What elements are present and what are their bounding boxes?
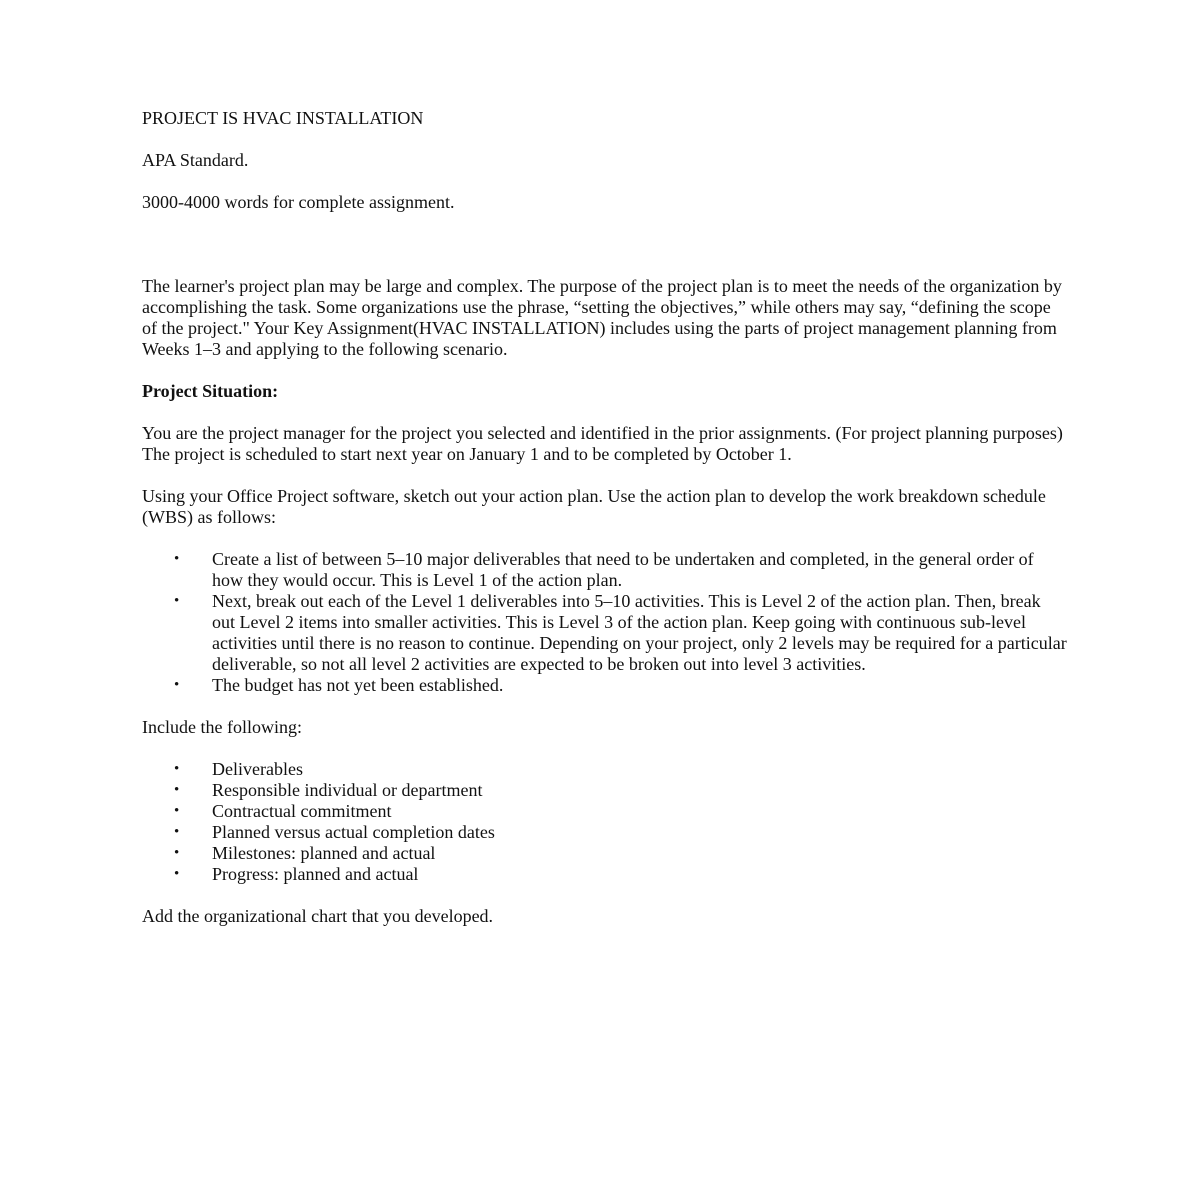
- project-title-line: PROJECT IS HVAC INSTALLATION: [142, 108, 424, 128]
- list-item: [142, 801, 1067, 822]
- closing-line: Add the organizational chart that you developed.: [142, 906, 494, 926]
- document-page: [142, 108, 1067, 948]
- bullet-icon: •: [174, 866, 180, 882]
- list-item: [142, 864, 1067, 885]
- intro-paragraph: The learner's project plan may be large and complex. The purpose of the project plan is to meet the needs of the organization by accomplishing the task. Some organizations use the phrase, “setting the objectives,” while others may say, “defining the scope of the project." Your Key Assignment(HVAC INSTALLATION) includes using the parts of project management planning from Weeks 1–3 and applying to the following scenario.: [142, 276, 1062, 359]
- list-item-text: Milestones: planned and actual: [212, 843, 436, 863]
- situation-paragraph: You are the project manager for the project you selected and identified in the prior assignments. (For project planning purposes) The project is scheduled to start next year on January 1 and to be completed by October 1.: [142, 423, 1063, 464]
- style-standard-line: APA Standard.: [142, 150, 249, 170]
- list-item: [142, 675, 1067, 696]
- bullet-icon: •: [174, 824, 180, 840]
- list-item: [142, 780, 1067, 801]
- list-item: [142, 843, 1067, 864]
- list-item-text: The budget has not yet been established.: [212, 675, 504, 695]
- include-list: [142, 759, 1067, 885]
- list-item-text: Planned versus actual completion dates: [212, 822, 495, 842]
- list-item: [142, 759, 1067, 780]
- list-item-text: Create a list of between 5–10 major deliverables that need to be undertaken and completed, in the general order of how they would occur. This is Level 1 of the action plan.: [212, 549, 1034, 590]
- list-item-text: Responsible individual or department: [212, 780, 483, 800]
- situation-heading: Project Situation:: [142, 381, 279, 401]
- list-item-text: Deliverables: [212, 759, 303, 779]
- wbs-list: [142, 549, 1067, 696]
- list-item: [142, 822, 1067, 843]
- word-count-line: 3000-4000 words for complete assignment.: [142, 192, 455, 212]
- bullet-icon: •: [174, 761, 180, 777]
- bullet-icon: •: [174, 593, 180, 609]
- bullet-icon: •: [174, 845, 180, 861]
- bullet-icon: •: [174, 803, 180, 819]
- bullet-icon: •: [174, 677, 180, 693]
- bullet-icon: •: [174, 782, 180, 798]
- list-item: [142, 549, 1067, 591]
- list-item-text: Progress: planned and actual: [212, 864, 419, 884]
- include-intro: Include the following:: [142, 717, 302, 737]
- list-item-text: Contractual commitment: [212, 801, 392, 821]
- blank-space: [142, 234, 1067, 276]
- wbs-paragraph: Using your Office Project software, sketch out your action plan. Use the action plan to develop the work breakdown schedule (WBS) as follows:: [142, 486, 1046, 527]
- list-item: [142, 591, 1067, 675]
- list-item-text: Next, break out each of the Level 1 deliverables into 5–10 activities. This is Level 2 of the action plan. Then, break out Level 2 items into smaller activities. This is Level 3 of the action plan. Keep going with continuous sub-level activities until there is no reason to continue. Depending on your project, only 2 levels may be required for a particular deliverable, so not all level 2 activities are expected to be broken out into level 3 activities.: [212, 591, 1067, 674]
- bullet-icon: •: [174, 551, 180, 567]
